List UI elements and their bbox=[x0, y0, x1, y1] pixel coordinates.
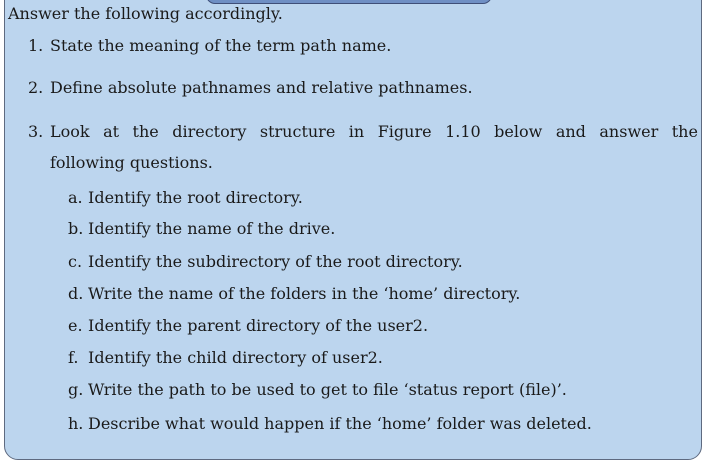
subquestion-f bbox=[68, 348, 383, 368]
subquestion-letter: g. bbox=[68, 380, 84, 399]
question-3-line-1 bbox=[28, 116, 698, 147]
subquestion-text: Identify the name of the drive. bbox=[88, 219, 336, 238]
question-word: in bbox=[348, 122, 365, 141]
subquestion-letter: e. bbox=[68, 316, 83, 335]
subquestion-letter: h. bbox=[68, 414, 84, 433]
question-number: 2. bbox=[28, 78, 44, 97]
subquestion-letter: d. bbox=[68, 284, 84, 303]
subquestion-text: Identify the parent directory of the user2. bbox=[88, 316, 429, 335]
subquestion-text: Identify the root directory. bbox=[88, 188, 303, 207]
subquestion-h bbox=[68, 414, 592, 434]
question-word: the bbox=[132, 122, 159, 141]
subquestion-text: Describe what would happen if the ‘home’ folder was deleted. bbox=[88, 414, 592, 433]
subquestion-c bbox=[68, 252, 463, 272]
question-2 bbox=[28, 78, 473, 98]
subquestion-text: Identify the child directory of user2. bbox=[88, 348, 383, 367]
question-word: Look bbox=[50, 122, 90, 141]
subquestion-b bbox=[68, 219, 335, 239]
subquestion-e bbox=[68, 316, 428, 336]
subquestion-letter: c. bbox=[68, 252, 83, 271]
question-number: 3. bbox=[28, 122, 44, 141]
subquestion-a bbox=[68, 188, 303, 208]
subquestion-letter: b. bbox=[68, 219, 84, 238]
question-word: structure bbox=[259, 122, 336, 141]
subquestion-letter: f. bbox=[68, 348, 79, 367]
subquestion-text: Write the name of the folders in the ‘home’ directory. bbox=[88, 284, 521, 303]
question-text: Define absolute pathnames and relative pathnames. bbox=[50, 78, 473, 97]
question-word: directory bbox=[172, 122, 247, 141]
subquestion-text: Write the path to be used to get to file ‘status report (file)’. bbox=[88, 380, 567, 399]
question-word: the bbox=[671, 122, 698, 141]
exercise-intro: Answer the following accordingly. bbox=[8, 4, 283, 23]
question-text: State the meaning of the term path name. bbox=[50, 36, 392, 55]
question-1 bbox=[28, 36, 391, 56]
question-word: answer bbox=[599, 122, 659, 141]
question-word: 1.10 bbox=[445, 122, 481, 141]
question-number: 1. bbox=[28, 36, 44, 55]
question-3 bbox=[28, 116, 698, 178]
subquestion-letter: a. bbox=[68, 188, 83, 207]
subquestion-text: Identify the subdirectory of the root directory. bbox=[88, 252, 463, 271]
question-word: at bbox=[103, 122, 120, 141]
question-word: below bbox=[494, 122, 543, 141]
subquestion-g bbox=[68, 380, 567, 400]
question-word: and bbox=[555, 122, 586, 141]
question-word: Figure bbox=[377, 122, 432, 141]
question-3-line-2: following questions. bbox=[50, 153, 213, 172]
subquestion-d bbox=[68, 284, 520, 304]
